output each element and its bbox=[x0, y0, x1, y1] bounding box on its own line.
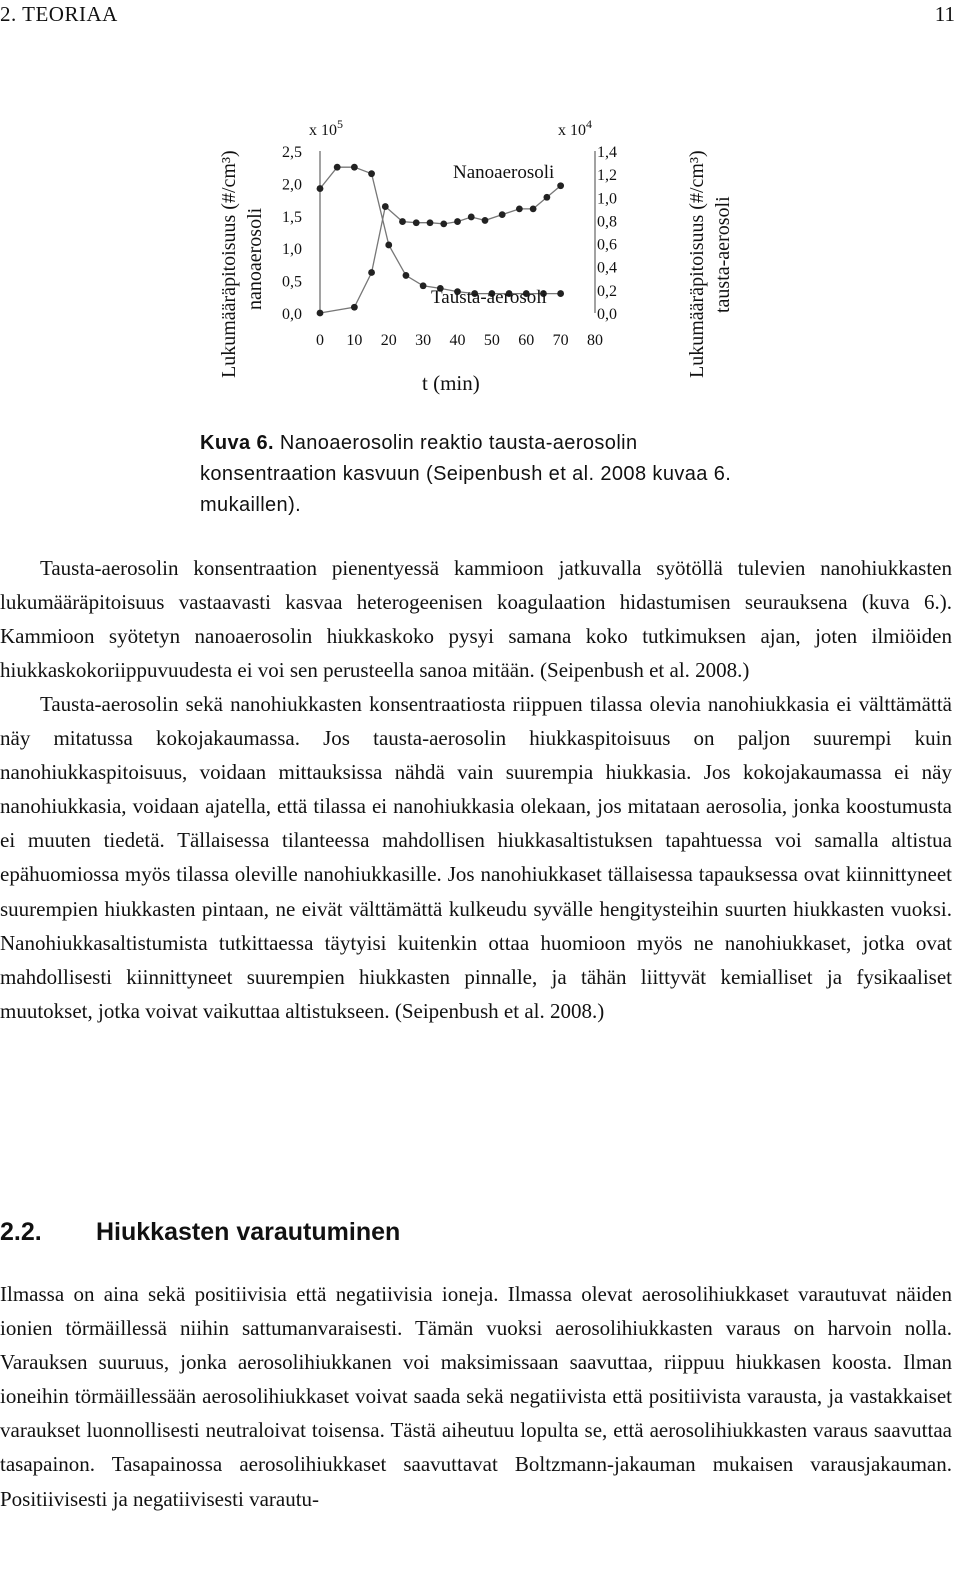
concentration-chart bbox=[205, 88, 745, 400]
right-multiplier-base: x 10 bbox=[558, 122, 586, 139]
right-multiplier-exp: 4 bbox=[586, 117, 592, 131]
y-right-tick-label: 0,0 bbox=[597, 306, 617, 323]
page-header bbox=[0, 0, 960, 30]
nanoaerosoli-point bbox=[557, 182, 564, 189]
x-tick-label: 0 bbox=[316, 332, 324, 349]
paragraph-1: Tausta-aerosolin konsentraation pienentyessä kammioon jatkuvalla syötöllä tulevien nanohiukkasten lukumääräpitoisuus vastaavasti kasvaa heterogeenisen koagulaation hidastumisen seurauksena (kuva 6.). Kammioon syötetyn nanoaerosolin hiukkaskoko pysyi samana koko tutkimuksen ajan, joten ilmiöiden hiukkaskokoriippuvuudesta ei voi sen perusteella sanoa mitään. (Seipenbush et al. 2008.) bbox=[0, 556, 952, 683]
nanoaerosoli-point bbox=[351, 304, 358, 311]
nanoaerosoli-point bbox=[543, 194, 550, 201]
plot-area bbox=[282, 144, 617, 349]
series-label-nano: Nanoaerosoli bbox=[453, 162, 555, 183]
x-tick-label: 60 bbox=[518, 332, 535, 349]
chapter-title: 2. TEORIAA bbox=[0, 2, 118, 26]
x-axis-title: t (min) bbox=[422, 371, 480, 395]
section-heading bbox=[0, 1218, 400, 1247]
y-left-tick-label: 2,5 bbox=[282, 144, 302, 161]
nanoaerosoli-point bbox=[468, 214, 475, 221]
x-tick-label: 10 bbox=[346, 332, 363, 349]
tausta-aerosoli-point bbox=[317, 185, 324, 192]
left-axis-label-2: nanoaerosoli bbox=[244, 207, 266, 310]
nanoaerosoli-point bbox=[427, 219, 434, 226]
y-right-tick-label: 0,4 bbox=[597, 259, 617, 277]
y-right-tick-label: 1,2 bbox=[597, 167, 617, 185]
paragraph-3: Ilmassa on aina sekä positiivisia että negatiivisia ioneja. Ilmassa olevat aerosolihiukkaset varautuvat näiden ionien törmäillessä niihin sattumanvaraisesti. Tämän vuoksi aerosolihiukkasten varaus on harvoin nolla. Varauksen suuruus, jonka aerosolihiukkanen voi maksimissaan saavuttaa, riippuu hiukkasen koosta. Ilman ioneihin törmäillessään aerosolihiukkaset voivat saada sekä negatiivista että positiivista varausta, ja vastakkaiset varaukset luonnollisesti neutraloivat toisensa. Tästä aiheutuu lopulta se, että aerosolihiukkasten varaus saavuttaa tasapainon. Tasapainossa aerosolihiukkaset saavuttavat Boltzmann-jakauman mukaisen varausjakauman. Positiivisesti ja negatiivisesti varautu- bbox=[0, 1282, 952, 1511]
nanoaerosoli-point bbox=[482, 217, 489, 224]
left-multiplier-base: x 10 bbox=[309, 122, 337, 139]
y-left-tick-label: 0,0 bbox=[282, 306, 302, 323]
nanoaerosoli-point bbox=[317, 310, 324, 317]
left-multiplier-exp: 5 bbox=[337, 117, 343, 131]
x-tick-label: 40 bbox=[449, 332, 466, 349]
y-right-tick-label: 0,2 bbox=[597, 282, 617, 300]
y-left-tick-label: 1,0 bbox=[282, 241, 302, 259]
figure-caption bbox=[200, 428, 760, 521]
right-axis-label-2: tausta-aerosoli bbox=[712, 196, 734, 313]
y-left-tick-label: 0,5 bbox=[282, 273, 302, 291]
nanoaerosoli-point bbox=[454, 218, 461, 225]
right-axis-title bbox=[686, 150, 734, 378]
caption-text: Nanoaerosolin reaktio tausta-aerosolin konsentraation kasvuun (Seipenbush et al. 2008 kuvaa 6. mukaillen). bbox=[200, 432, 732, 516]
caption-label: Kuva 6. bbox=[200, 432, 274, 454]
y-left-tick-label: 2,0 bbox=[282, 176, 302, 194]
section-title: Hiukkasten varautuminen bbox=[96, 1218, 401, 1246]
y-right-tick-label: 1,0 bbox=[597, 190, 617, 208]
x-tick-label: 20 bbox=[380, 332, 397, 349]
nanoaerosoli-point bbox=[368, 269, 375, 276]
page-number: 11 bbox=[934, 2, 955, 26]
nanoaerosoli-point bbox=[516, 205, 523, 212]
x-tick-label: 30 bbox=[415, 332, 432, 349]
left-multiplier bbox=[309, 117, 343, 139]
figure-6 bbox=[205, 88, 745, 400]
x-tick-label: 50 bbox=[483, 332, 500, 349]
y-right-tick-label: 0,8 bbox=[597, 213, 617, 231]
x-tick-label: 70 bbox=[552, 332, 569, 349]
nanoaerosoli-point bbox=[499, 211, 506, 218]
y-right-tick-label: 0,6 bbox=[597, 236, 617, 254]
y-left-tick-label: 1,5 bbox=[282, 208, 302, 226]
y-right-tick-label: 1,4 bbox=[597, 144, 617, 161]
nanoaerosoli-point bbox=[413, 219, 420, 226]
tausta-aerosoli-point bbox=[420, 282, 427, 289]
nanoaerosoli-point bbox=[530, 205, 537, 212]
paragraph-2: Tausta-aerosolin sekä nanohiukkasten konsentraatiosta riippuen tilassa olevia nanohiukkasia ei välttämättä näy mitatussa kokojakaumassa. Jos tausta-aerosolin hiukkaspitoisuus on paljon suurempi kuin nanohiukkaspitoisuus, voidaan mittauksissa nähdä vain suurempia hiukkasia. Jos kokojakaumassa ei näy nanohiukkasia, voidaan ajatella, että tilassa ei nanohiukkasia olekaan, jos mitataan aerosolia, jonka koostumusta ei muuten tiedetä. Tällaisessa tilanteessa mahdollisen hiukkasaltistuksen tapahtuessa voi samalla altistua epähuomiossa myös tilassa oleville nanohiukkasille. Jos nanohiukkaset tällaisessa tapauksessa ovat kiinnittyneet suurempien hiukkasten pintaan, ne eivät välttämättä kulkeudu syvälle hengitysteihin suurten hiukkasten vuoksi. Nanohiukkasaltistumista tutkittaessa täytyisi kuitenkin ottaa huomioon myös ne nanohiukkaset, jotka ovat mahdollisesti kiinnittyneet suurempien hiukkasten pinnalle, ja tähän liittyvät kemialliset ja fysikaaliset muutokset, jotka voivat vaikuttaa altistukseen. (Seipenbush et al. 2008.) bbox=[0, 692, 952, 1023]
right-multiplier bbox=[558, 117, 592, 139]
nanoaerosoli-point bbox=[440, 221, 447, 228]
section-number: 2.2. bbox=[0, 1218, 42, 1246]
tausta-aerosoli-point bbox=[403, 272, 410, 279]
tausta-aerosoli-point bbox=[368, 170, 375, 177]
tausta-aerosoli-point bbox=[385, 242, 392, 249]
series-label-tausta: Tausta-aerosoli bbox=[431, 287, 547, 308]
x-tick-label: 80 bbox=[587, 332, 603, 349]
left-axis-title bbox=[218, 150, 266, 378]
tausta-aerosoli-point bbox=[351, 164, 358, 171]
nanoaerosoli-point bbox=[382, 203, 389, 210]
tausta-aerosoli-point bbox=[557, 290, 564, 297]
tausta-aerosoli-line bbox=[320, 167, 561, 293]
left-axis-label-1: Lukumääräpitoisuus (#/cm³) bbox=[218, 150, 240, 378]
right-axis-label-1: Lukumääräpitoisuus (#/cm³) bbox=[686, 150, 708, 378]
nanoaerosoli-point bbox=[399, 218, 406, 225]
tausta-aerosoli-point bbox=[334, 164, 341, 171]
